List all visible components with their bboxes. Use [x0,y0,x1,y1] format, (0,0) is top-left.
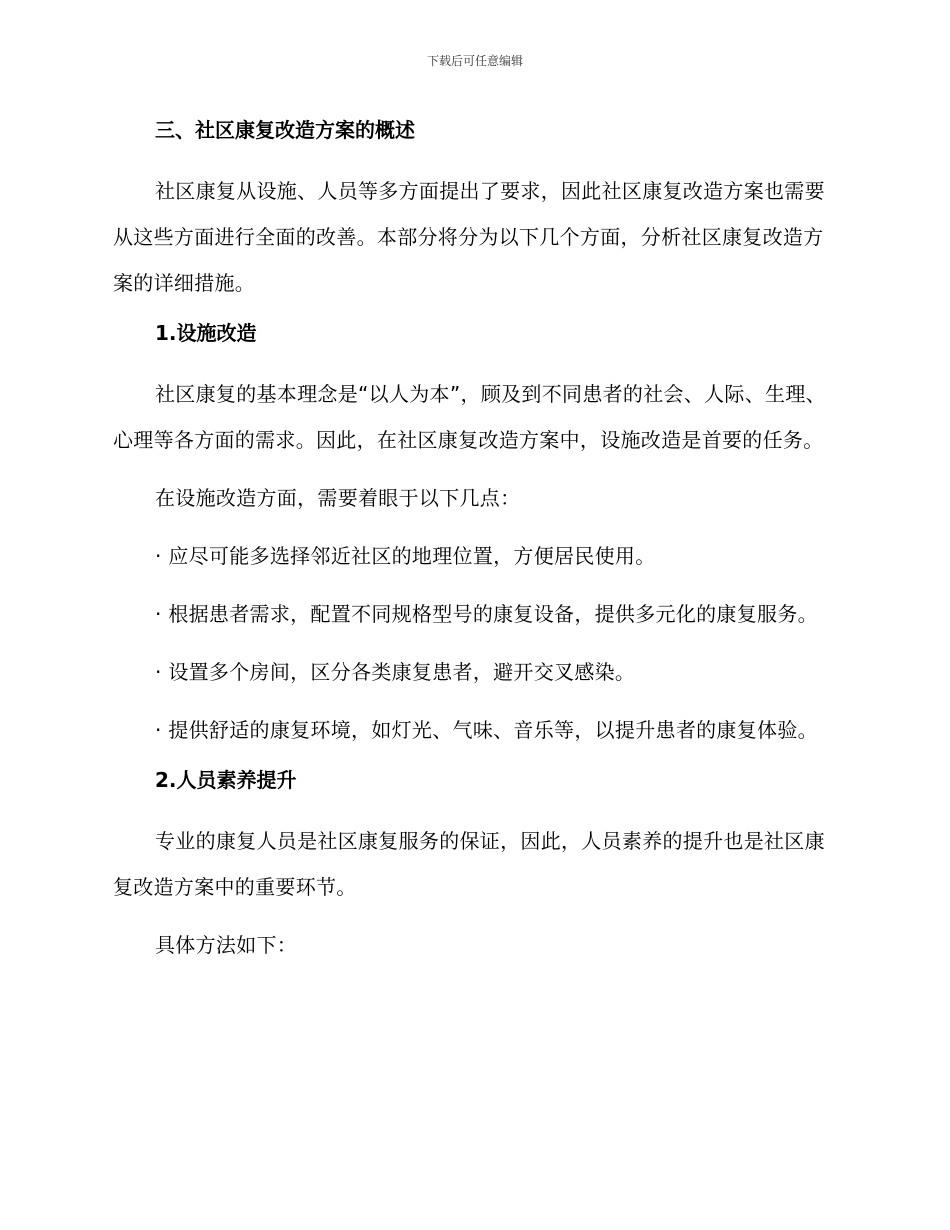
bullet-item: · 设置多个房间，区分各类康复患者，避开交叉感染。 [155,660,636,684]
paragraph: 社区康复从设施、人员等多方面提出了要求，因此社区康复改造方案也需要从这些方面进行全面的改善。本部分将分为以下几个方面，分析社区康复改造方案的详细措施。 [113,179,825,295]
bullet-item: · 应尽可能多选择邻近社区的地理位置，方便居民使用。 [155,544,656,568]
bullet-item: · 根据患者需求，配置不同规格型号的康复设备，提供多元化的康复服务。 [155,602,818,626]
paragraph: 专业的康复人员是社区康复服务的保证，因此，人员素养的提升也是社区康复改造方案中的重要环节。 [113,829,825,899]
paragraph: 社区康复的基本理念是“以人为本”，顾及到不同患者的社会、人际、生理、心理等各方面的需求。因此，在社区康复改造方案中，设施改造是首要的任务。 [113,382,826,452]
bullet-item: · 提供舒适的康复环境，如灯光、气味、音乐等，以提升患者的康复体验。 [155,718,818,742]
section-heading: 三、社区康复改造方案的概述 [155,118,415,142]
subsection-heading: 1.设施改造 [155,321,257,345]
subsection-heading: 2.人员素养提升 [155,768,297,792]
page-header: 下载后可任意编辑 [426,54,523,68]
paragraph: 具体方法如下： [155,933,298,957]
paragraph: 在设施改造方面，需要着眼于以下几点： [155,486,521,510]
document-body [113,115,833,980]
